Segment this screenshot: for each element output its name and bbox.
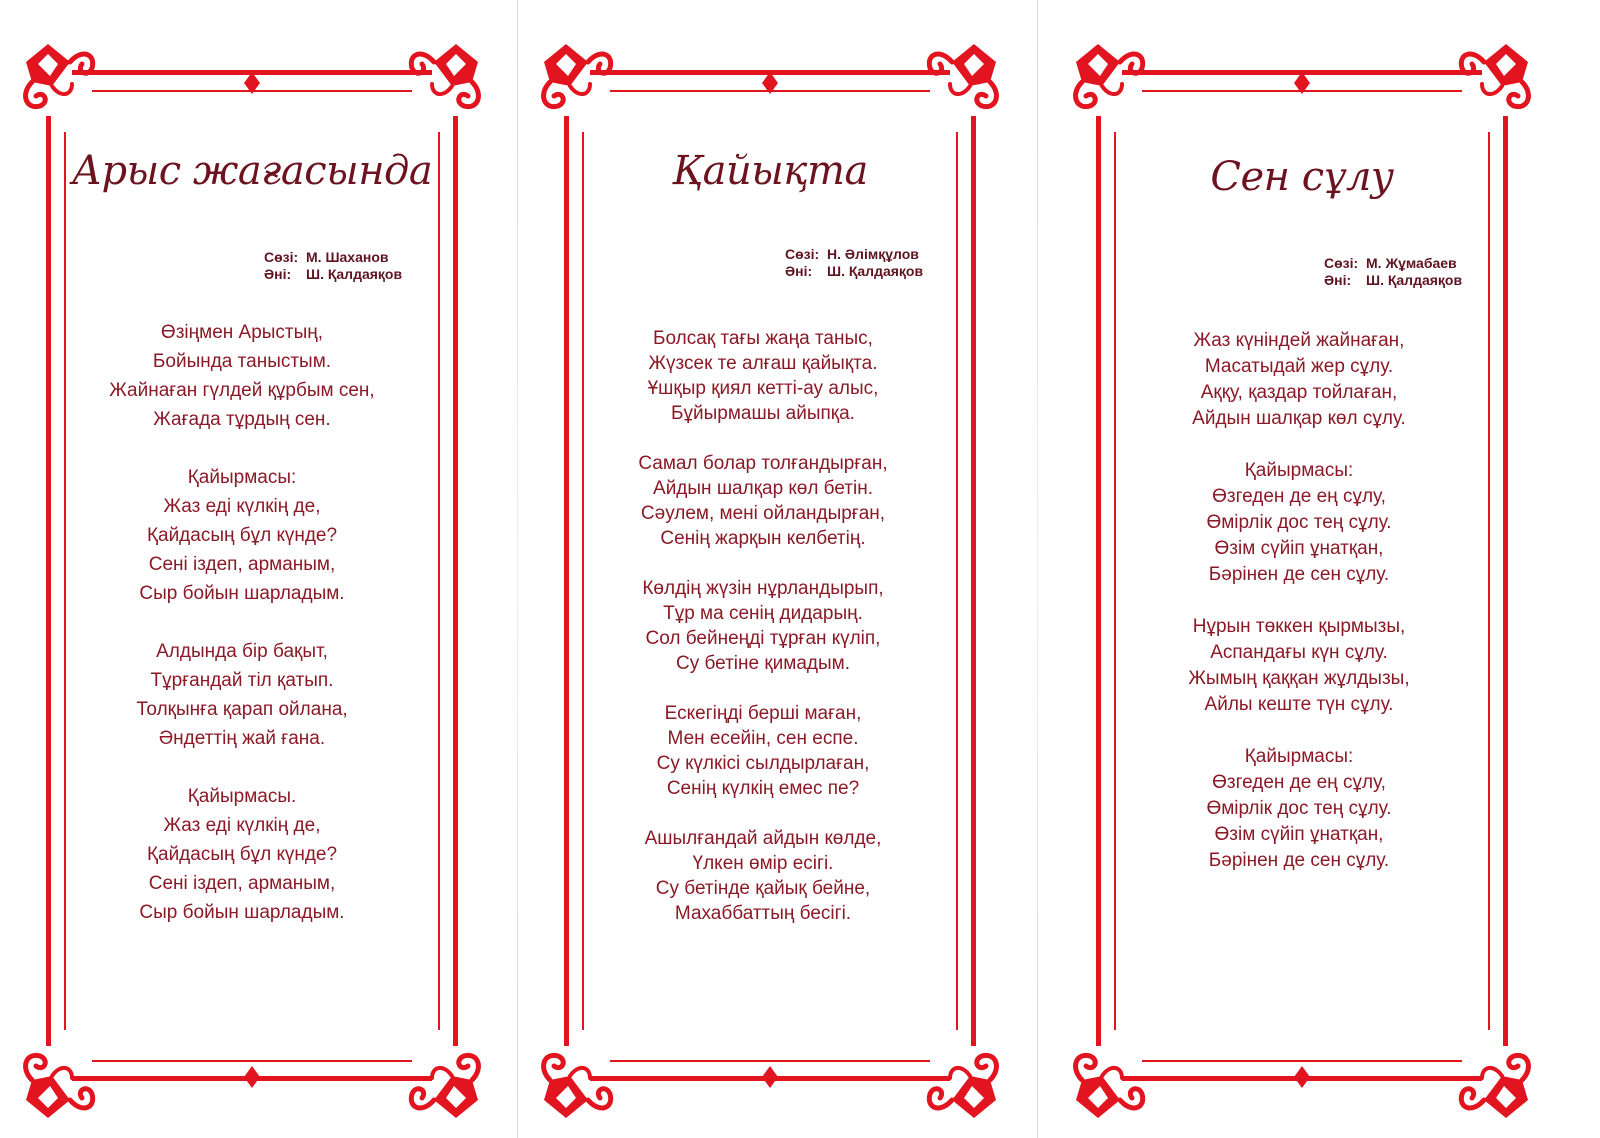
lyrics-label: Сөзі:	[264, 249, 299, 265]
lyric-line: Су бетіне қимадым.	[675, 653, 850, 674]
song-credits	[785, 246, 923, 280]
lyric-line: Жайнаған гүлдей құрбым сен,	[109, 380, 375, 401]
lyric-line: Болсақ тағы жаңа таныс,	[653, 328, 873, 349]
lyric-line: Ашылғандай айдын көлде,	[644, 828, 882, 849]
corner-ornament-scroll	[432, 1068, 452, 1078]
music-author: Ш. Қалдаяқов	[1366, 272, 1463, 288]
corner-ornament-scroll	[432, 84, 452, 94]
stanza	[523, 326, 1003, 426]
lyrics-author: Н. Әлімқұлов	[827, 246, 919, 262]
lyric-line: Жағада тұрдың сен.	[153, 409, 331, 430]
song-panel-2	[530, 36, 1010, 1126]
lyric-line: Сыр бойын шарладым.	[139, 902, 345, 923]
lyric-line: Мен есейін, сен еспе.	[667, 728, 859, 749]
lyric-line: Үлкен өмір есігі.	[692, 853, 834, 874]
lyric-line: Сол бейнеңді тұрған күліп,	[645, 628, 881, 649]
lyrics-label: Сөзі:	[1324, 255, 1359, 271]
lyric-line: Сені іздеп, арманым,	[148, 873, 336, 894]
music-author: Ш. Қалдаяқов	[306, 266, 403, 282]
corner-ornament	[26, 1055, 93, 1118]
corner-ornament	[411, 44, 478, 107]
corner-ornament	[544, 1055, 611, 1118]
lyric-line: Масатыдай жер сұлу.	[1204, 356, 1394, 377]
corner-ornament-scroll	[950, 1068, 970, 1078]
lyric-line: Өмірлік дос тең сұлу.	[1206, 798, 1392, 819]
lyric-line: Сыр бойын шарладым.	[139, 583, 345, 604]
stanza	[2, 318, 482, 434]
stanza	[523, 451, 1003, 551]
corner-ornament	[1076, 44, 1143, 107]
lyric-line: Айлы кеште түн сұлу.	[1204, 694, 1394, 715]
lyric-line: Бойында таныстым.	[152, 351, 332, 372]
corner-ornament	[544, 44, 611, 107]
lyric-line: Алдында бір бақыт,	[156, 641, 328, 662]
lyric-line: Жымың қаққан жұлдызы,	[1188, 668, 1410, 689]
lyrics-label: Сөзі:	[785, 246, 820, 262]
lyric-line: Қайырмасы.	[187, 786, 297, 807]
stanza	[2, 463, 482, 608]
lyric-line: Өзіңмен Арыстың,	[160, 322, 324, 343]
corner-ornament-scroll	[70, 1089, 93, 1108]
lyric-line: Өзім сүйіп ұнатқан,	[1214, 824, 1384, 845]
frame-inner-bottom	[1142, 1060, 1462, 1062]
corner-ornament-scroll	[1120, 1089, 1143, 1108]
stanza	[523, 826, 1003, 926]
lyric-line: Сәулем, мені ойландырған,	[640, 503, 886, 524]
music-author: Ш. Қалдаяқов	[827, 263, 924, 279]
song-title: Арыс жағасында	[71, 148, 433, 194]
fold-line	[517, 0, 518, 1138]
song-title: Қайықта	[672, 148, 868, 194]
lyric-line: Өзгеден де ең сұлу,	[1212, 772, 1386, 793]
lyric-line: Су күлкісі сылдырлаған,	[656, 753, 870, 774]
stanza	[1059, 458, 1539, 588]
lyric-line: Қайдасың бұл күнде?	[146, 844, 338, 865]
song-credits	[1324, 255, 1462, 289]
lyric-line: Нұрын төккен қырмызы,	[1192, 616, 1406, 637]
frame-inner-bottom	[92, 1060, 412, 1062]
corner-ornament-scroll	[52, 84, 72, 94]
lyrics-author: М. Шаханов	[306, 249, 389, 265]
corner-ornament-scroll	[1076, 1055, 1096, 1080]
lyric-line: Бұйырмашы айыпқа.	[671, 403, 855, 424]
corner-ornament-scroll	[411, 1089, 434, 1108]
diamond-ornament	[244, 1066, 260, 1088]
corner-ornament-scroll	[977, 1055, 997, 1080]
frame-inner-bottom	[610, 1060, 930, 1062]
corner-ornament-scroll	[26, 82, 46, 107]
song-panel-3	[1062, 36, 1542, 1126]
lyric-line: Айдын шалқар көл сұлу.	[1192, 408, 1406, 429]
lyric-line: Көлдің жүзін нұрландырып,	[642, 578, 884, 599]
lyrics	[523, 326, 1003, 951]
corner-ornament	[1076, 1055, 1143, 1118]
lyric-line: Ескегіңді берші маған,	[664, 703, 862, 724]
corner-ornament	[1461, 44, 1528, 107]
corner-ornament	[929, 44, 996, 107]
song-credits	[264, 249, 402, 283]
corner-ornament-scroll	[1461, 1089, 1484, 1108]
corner-ornament-scroll	[570, 84, 590, 94]
corner-ornament-scroll	[929, 1089, 952, 1108]
music-label: Әні:	[785, 263, 813, 279]
lyric-line: Бәрінен де сен сұлу.	[1208, 850, 1390, 871]
lyric-line: Өзгеден де ең сұлу,	[1212, 486, 1386, 507]
corner-ornament-scroll	[26, 1055, 46, 1080]
lyric-line: Махаббаттың бесігі.	[674, 903, 852, 924]
corner-ornament-scroll	[1076, 82, 1096, 107]
corner-ornament-scroll	[1482, 84, 1502, 94]
corner-ornament-scroll	[570, 1068, 590, 1078]
song-panel-1	[12, 36, 492, 1126]
lyric-line: Өмірлік дос тең сұлу.	[1206, 512, 1392, 533]
corner-ornament-scroll	[977, 82, 997, 107]
lyric-line: Толқынға қарап ойлана,	[136, 699, 348, 720]
corner-ornament-scroll	[588, 1089, 611, 1108]
music-label: Әні:	[1324, 272, 1352, 288]
diamond-ornament	[1294, 1066, 1310, 1088]
corner-ornament-scroll	[459, 82, 479, 107]
corner-ornament	[1461, 1055, 1528, 1118]
lyric-line: Жаз күніндей жайнаған,	[1193, 330, 1405, 351]
lyric-line: Әндеттің жай ғана.	[158, 728, 326, 749]
lyric-line: Жүзсек те алғаш қайықта.	[648, 353, 878, 374]
corner-ornament	[929, 1055, 996, 1118]
lyric-line: Қайдасың бұл күнде?	[146, 525, 338, 546]
lyric-line: Жаз еді күлкің де,	[163, 815, 321, 836]
stanza	[1059, 614, 1539, 718]
corner-ornament-scroll	[1482, 1068, 1502, 1078]
music-label: Әні:	[264, 266, 292, 282]
stanza	[1059, 328, 1539, 432]
stanza	[523, 576, 1003, 676]
lyric-line: Өзім сүйіп ұнатқан,	[1214, 538, 1384, 559]
lyric-line: Тұрғандай тіл қатып.	[150, 670, 334, 691]
lyric-line: Айдын шалқар көл бетін.	[653, 478, 873, 499]
stanza	[2, 782, 482, 927]
corner-ornament-scroll	[459, 1055, 479, 1080]
corner-ornament-scroll	[1102, 84, 1122, 94]
lyric-line: Жаз еді күлкің де,	[163, 496, 321, 517]
lyric-line: Сені іздеп, арманым,	[148, 554, 336, 575]
lyric-line: Сенің күлкің емес пе?	[666, 778, 860, 799]
corner-ornament-scroll	[1102, 1068, 1122, 1078]
corner-ornament-scroll	[950, 84, 970, 94]
corner-ornament-scroll	[1509, 1055, 1529, 1080]
lyrics-author: М. Жұмабаев	[1366, 255, 1457, 271]
corner-ornament-scroll	[52, 1068, 72, 1078]
corner-ornament	[411, 1055, 478, 1118]
song-title: Сен сұлу	[1210, 154, 1394, 200]
lyric-line: Тұр ма сенің дидарың.	[663, 603, 863, 624]
lyric-line: Аққу, қаздар тойлаған,	[1200, 382, 1398, 403]
lyric-line: Су бетінде қайық бейне,	[655, 878, 871, 899]
stanza	[2, 637, 482, 753]
fold-line	[1037, 0, 1038, 1138]
lyric-line: Самал болар толғандырған,	[638, 453, 888, 474]
diamond-ornament	[762, 1066, 778, 1088]
corner-ornament	[26, 44, 93, 107]
lyrics	[1059, 328, 1539, 900]
corner-ornament-scroll	[1509, 82, 1529, 107]
lyric-line: Қайырмасы:	[1244, 746, 1354, 767]
corner-ornament-scroll	[544, 1055, 564, 1080]
lyric-line: Сенің жарқын келбетің.	[660, 528, 866, 549]
stanza	[523, 701, 1003, 801]
lyrics	[2, 318, 482, 956]
lyric-line: Аспандағы күн сұлу.	[1210, 642, 1388, 663]
lyric-line: Ұшқыр қиял кетті-ау алыс,	[647, 378, 879, 399]
lyric-line: Қайырмасы:	[1244, 460, 1354, 481]
lyric-line: Қайырмасы:	[187, 467, 297, 488]
corner-ornament-scroll	[544, 82, 564, 107]
lyric-line: Бәрінен де сен сұлу.	[1208, 564, 1390, 585]
stanza	[1059, 744, 1539, 874]
